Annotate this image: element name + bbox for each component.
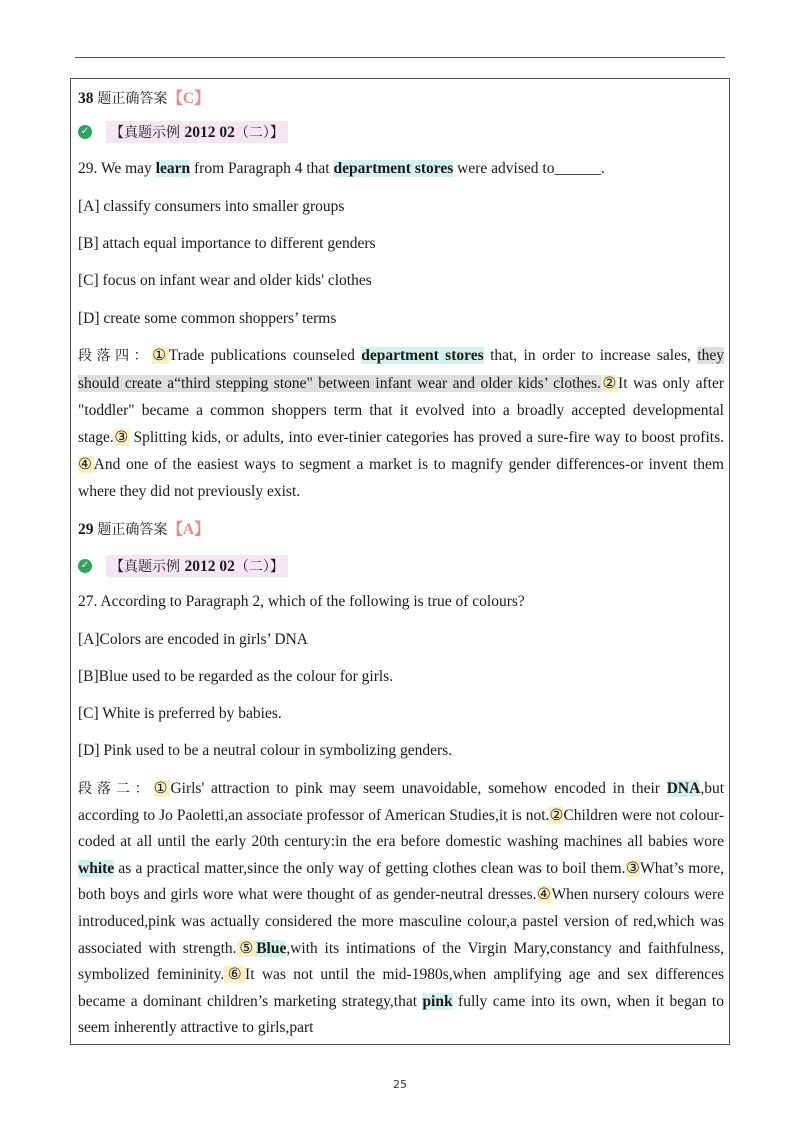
keyword-highlight: DNA xyxy=(666,780,701,797)
answer-letter: 【C】 xyxy=(167,90,210,107)
text-segment: When nursery colours were introduced,pink was actually considered the more masculine colour,a pastel version of red,which was associated with strength. xyxy=(78,886,724,957)
badge-close: （二）】 xyxy=(234,125,284,141)
answer-number: 29 xyxy=(78,521,94,538)
sentence-number: ④ xyxy=(78,456,94,473)
text-segment: from Paragraph 4 that xyxy=(190,160,334,177)
answer-heading xyxy=(78,86,210,108)
badge-open: 【真题示例 xyxy=(110,559,185,575)
badge-close: （二）】 xyxy=(234,559,284,575)
sentence-number: ② xyxy=(549,806,564,824)
text-segment: ,but according to Jo Paoletti,an associate professor of American Studies,it is not. xyxy=(78,780,725,824)
option-d: [D] Pink used to be a neutral colour in symbolizing genders. xyxy=(78,742,453,759)
example-badge xyxy=(106,121,288,143)
keyword-highlight: white xyxy=(78,859,115,877)
text-segment: Trade publications counseled xyxy=(168,347,362,364)
badge-year: 2012 02 xyxy=(184,124,235,141)
text-segment: It was only after "toddler" became a common shoppers term that it evolved into a broadly accepted developmental stage. xyxy=(78,375,724,446)
text-segment: were advised to______. xyxy=(453,160,605,177)
text-segment: 29. We may xyxy=(78,160,156,177)
answer-heading xyxy=(78,517,210,539)
badge-year: 2012 02 xyxy=(184,558,235,575)
keyword-highlight: department stores xyxy=(361,347,484,364)
text-segment: fully came into its own, when it began to seem inherently attractive to girls,part xyxy=(78,992,724,1037)
sentence-number: ③ xyxy=(113,429,129,446)
question-text xyxy=(78,593,525,611)
option-a: [A] classify consumers into smaller groups xyxy=(78,198,345,215)
sentence-number: ① xyxy=(152,347,169,364)
keyword-highlight: pink xyxy=(422,992,453,1010)
example-badge-row xyxy=(78,121,288,143)
text-segment: 27. According to Paragraph 2, which of the following is true of colours? xyxy=(78,593,525,610)
check-circle-icon: ✓ xyxy=(78,125,92,139)
text-segment: What’s more, both boys and girls wore what were thought of as gender-neutral dresses. xyxy=(78,859,724,904)
text-segment: as a practical matter,since the only way of getting clothes clean was to boil them. xyxy=(114,859,626,877)
option-d: [D] create some common shoppers’ terms xyxy=(78,310,337,327)
keyword-highlight: learn xyxy=(155,160,191,177)
paragraph-label: 段落二： xyxy=(78,781,154,797)
badge-open: 【真题示例 xyxy=(110,125,185,141)
sentence-number: ③ xyxy=(625,859,641,877)
answer-letter: 【A】 xyxy=(167,521,210,538)
paragraph-label: 段落四： xyxy=(78,348,153,364)
keyword-highlight: Blue xyxy=(256,939,287,957)
sentence-number: ④ xyxy=(536,886,552,904)
passage-paragraph xyxy=(78,776,724,1042)
sentence-number: ① xyxy=(153,780,171,797)
text-segment: Splitting kids, or adults, into ever-tinier categories has proved a sure-fire way to boost profits. xyxy=(128,429,724,446)
text-segment: ,with its intimations of the Virgin Mary,constancy and faithfulness, symbolized femininity. xyxy=(78,939,724,984)
page-number: 25 xyxy=(393,1078,407,1091)
answer-label: 题正确答案 xyxy=(97,91,168,107)
answer-label: 题正确答案 xyxy=(97,522,168,538)
option-b: [B] attach equal importance to different genders xyxy=(78,235,376,252)
sentence-number: ② xyxy=(600,375,619,392)
header-rule xyxy=(75,57,725,58)
text-segment: that, in order to increase sales, xyxy=(483,347,698,364)
text-segment: And one of the easiest ways to segment a market is to magnify gender differences-or invent them where they did not previously exist. xyxy=(78,456,724,500)
sentence-number: ⑥ xyxy=(224,966,246,984)
example-badge-row xyxy=(78,555,288,577)
text-segment: Girls' attraction to pink may seem unavoidable, somehow encoded in their xyxy=(170,780,667,797)
option-c: [C] focus on infant wear and older kids' clothes xyxy=(78,272,372,289)
question-text xyxy=(78,160,605,178)
passage-paragraph xyxy=(78,342,724,505)
example-badge xyxy=(106,555,288,577)
text-segment: It was not until the mid-1980s,when amplifying age and sex differences became a dominant children’s marketing strategy,that xyxy=(78,966,724,1010)
answer-number: 38 xyxy=(78,90,94,107)
option-c: [C] White is preferred by babies. xyxy=(78,705,282,722)
option-b: [B]Blue used to be regarded as the colour for girls. xyxy=(78,668,394,685)
check-circle-icon: ✓ xyxy=(78,559,92,573)
sentence-number: ⑤ xyxy=(236,939,257,957)
option-a: [A]Colors are encoded in girls’ DNA xyxy=(78,631,308,648)
content-box-bottom xyxy=(70,1044,730,1045)
keyword-highlight: department stores xyxy=(333,160,454,177)
text-segment: Children were not colour-coded at all until the early 20th century:in the era before domestic washing machines all babies wore xyxy=(78,806,724,851)
answer-sentence-highlight: they should create a“third stepping stone" between infant wear and older kids’ clothes. xyxy=(78,347,724,392)
